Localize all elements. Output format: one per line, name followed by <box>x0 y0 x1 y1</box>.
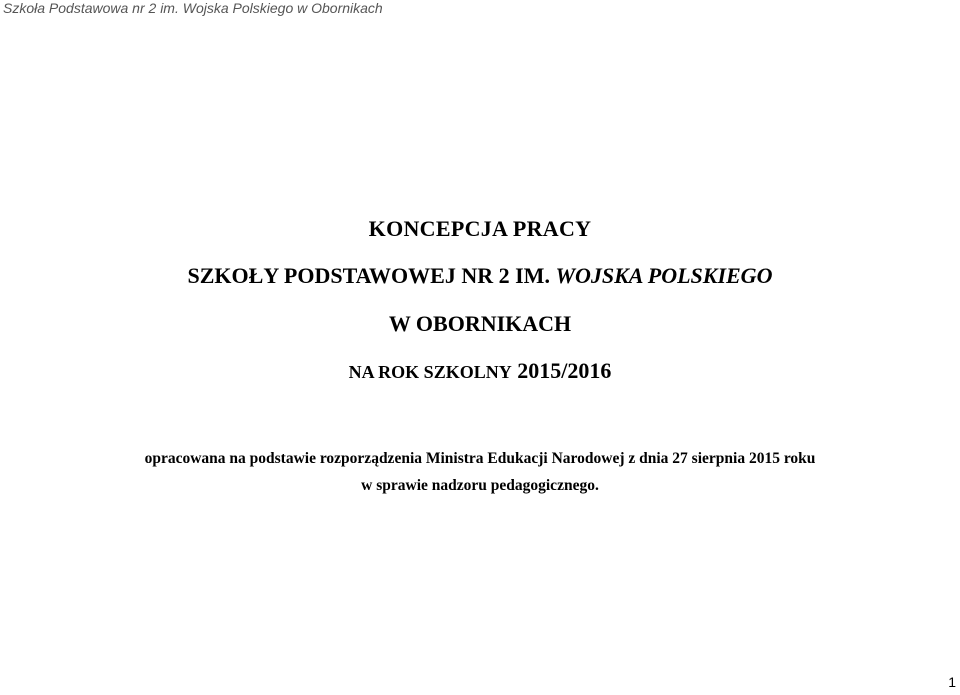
title-line-2-part-1: SZKOŁY PODSTAWOWEJ NR 2 IM. <box>187 263 550 288</box>
running-header: Szkoła Podstawowa nr 2 im. Wojska Polskiego w Obornikach <box>3 0 383 16</box>
title-line-4-label: NA ROK SZKOLNY <box>348 362 512 382</box>
title-line-4-year: 2015/2016 <box>517 358 612 383</box>
body-line-2: w sprawie nadzoru pedagogicznego. <box>361 477 599 494</box>
title-line-2-part-2: WOJSKA POLSKIEGO <box>555 263 773 288</box>
title-line-3: W OBORNIKACH <box>388 311 572 336</box>
title-line-2 <box>0 263 960 289</box>
body-line-1: opracowana na podstawie rozporządzenia Ministra Edukacji Narodowej z dnia 27 sierpnia 2015 roku <box>144 450 816 467</box>
page-number: 1 <box>948 674 956 690</box>
title-line-4 <box>0 358 960 384</box>
title-line-1: KONCEPCJA PRACY <box>368 216 592 241</box>
